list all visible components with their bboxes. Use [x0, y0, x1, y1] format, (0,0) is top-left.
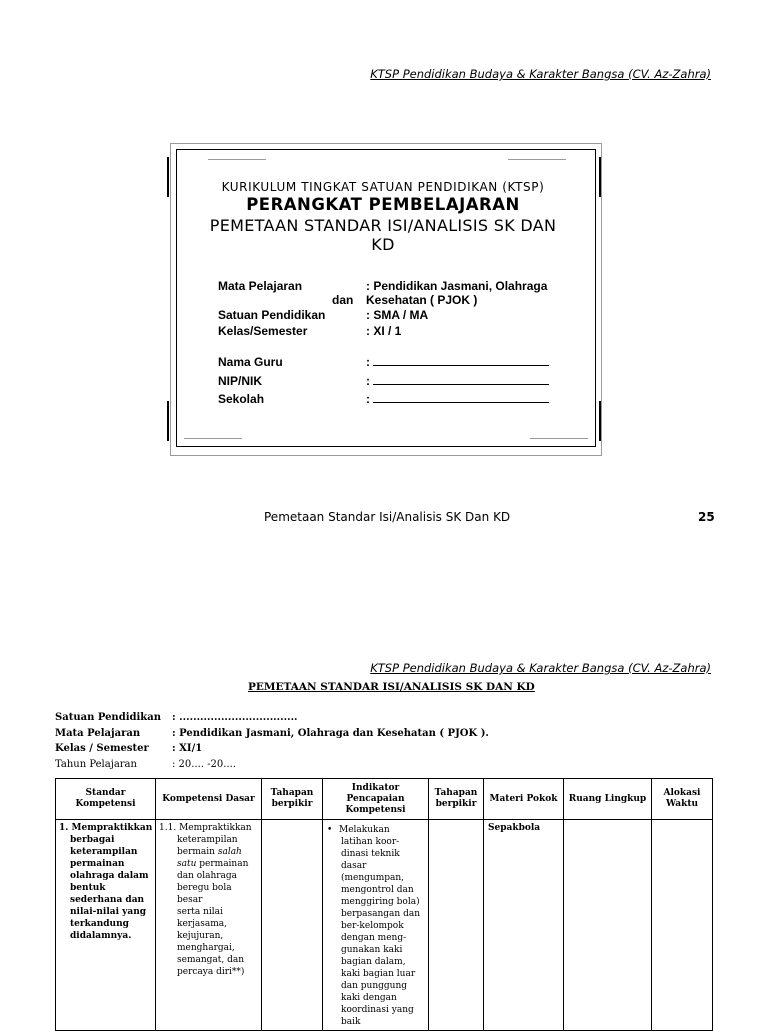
kd-text-salah: salah — [217, 847, 242, 857]
field-mapel-value2: Kesehatan ( PJOK ) — [366, 293, 478, 307]
ipk-line: gunakan kaki — [341, 945, 403, 955]
col-header-tahapan-berpikir-1: Tahapan berpikir — [262, 779, 323, 820]
field-sekolah-label: Sekolah — [218, 392, 265, 406]
meta-tahun-label: Tahun Pelajaran — [55, 758, 137, 770]
field-sekolah-blank[interactable] — [373, 392, 549, 403]
page2-title: PEMETAAN STANDAR ISI/ANALISIS SK DAN KD — [248, 681, 535, 693]
cell-tahapan-berpikir-2 — [429, 820, 484, 1031]
kd-line: menghargai, — [177, 943, 235, 953]
field-guru-blank[interactable] — [373, 355, 549, 366]
footer-text: Pemetaan Standar Isi/Analisis SK Dan KD — [264, 510, 511, 524]
sk-line: berbagai — [70, 835, 115, 845]
kd-number: 1.1. — [159, 823, 177, 833]
cell-alokasi-waktu — [652, 820, 713, 1031]
page-number: 25 — [698, 510, 715, 524]
ipk-line: latihan koor- — [341, 837, 400, 847]
ipk-line: Melakukan — [339, 825, 390, 835]
kd-line: percaya diri**) — [177, 967, 245, 977]
field-kelas-value: : XI / 1 — [366, 324, 402, 338]
ipk-line: kaki dengan — [341, 993, 397, 1003]
ipk-line: koordinasi yang — [341, 1005, 414, 1015]
cell-tahapan-berpikir-1 — [262, 820, 323, 1031]
kd-line: semangat, dan — [177, 955, 245, 965]
meta-mapel-value: : Pendidikan Jasmani, Olahraga dan Kesehatan ( PJOK ). — [172, 727, 489, 739]
field-sekolah-colon: : — [366, 392, 370, 406]
ipk-line: dan punggung — [341, 981, 408, 991]
col-header-materi-pokok: Materi Pokok — [484, 779, 564, 820]
sk-line: olahraga dalam — [70, 871, 149, 881]
sk-line: permainan — [70, 859, 125, 869]
kd-line: dan olahraga — [177, 871, 238, 881]
ipk-line: bagian dalam, — [341, 957, 406, 967]
meta-kelas-label: Kelas / Semester — [55, 743, 149, 754]
ipk-line: dasar — [341, 861, 367, 871]
cover-title-line1: KURIKULUM TINGKAT SATUAN PENDIDIKAN (KTSP) — [221, 180, 545, 194]
meta-satuan-label: Satuan Pendidikan — [55, 712, 161, 723]
kd-line: kerjasama, — [177, 919, 227, 929]
field-nip-blank[interactable] — [373, 374, 549, 385]
sk-line: Mempraktikkan — [71, 823, 153, 833]
cover-title-line2: PERANGKAT PEMBELAJARAN — [246, 195, 520, 214]
page-header-text: KTSP Pendidikan Budaya & Karakter Bangsa (CV. Az-Zahra) — [370, 67, 711, 81]
ipk-line: baik — [341, 1017, 361, 1027]
sk-line: terkandung — [70, 919, 129, 929]
kd-text-permainan: permainan — [196, 859, 249, 869]
ipk-line: dinasi teknik — [341, 849, 400, 859]
field-satuan-value: : SMA / MA — [366, 308, 429, 322]
cell-standar-kompetensi — [56, 820, 156, 1031]
meta-mapel-label: Mata Pelajaran — [55, 727, 141, 739]
kd-line — [159, 846, 258, 858]
kd-line: kejujuran, — [177, 931, 224, 941]
kd-text-bermain: bermain — [177, 847, 218, 857]
kd-line: serta nilai — [177, 907, 223, 917]
meta-kelas-value: : XI/1 — [172, 743, 203, 754]
ipk-line: berpasangan dan — [341, 909, 421, 919]
field-nip-colon: : — [366, 374, 370, 388]
col-header-standar-kompetensi: Standar Kompetensi — [56, 779, 156, 820]
col-header-ruang-lingkup: Ruang Lingkup — [564, 779, 652, 820]
page2-header-text: KTSP Pendidikan Budaya & Karakter Bangsa (CV. Az-Zahra) — [370, 661, 711, 675]
meta-satuan-value: : .................................. — [172, 712, 298, 723]
cover-title-block — [203, 180, 563, 254]
kd-text-satu: satu — [177, 859, 197, 869]
ipk-line: (mengumpan, — [341, 873, 405, 883]
col-header-tahapan-berpikir-2: Tahapan berpikir — [429, 779, 484, 820]
cell-materi-pokok — [484, 820, 564, 1031]
field-guru-colon: : — [366, 355, 370, 369]
ipk-line: kaki bagian luar — [341, 969, 416, 979]
cover-title-line3: PEMETAAN STANDAR ISI/ANALISIS SK DAN KD — [209, 216, 557, 254]
table-row — [56, 820, 713, 1031]
table-header-row — [56, 779, 713, 820]
col-header-kompetensi-dasar: Kompetensi Dasar — [156, 779, 262, 820]
ipk-line: menggiring bola) — [341, 897, 420, 907]
field-guru-label: Nama Guru — [218, 355, 283, 369]
sk-line: bentuk — [70, 883, 106, 893]
sk-line: nilai-nilai yang — [70, 907, 147, 917]
sk-line: sederhana dan — [70, 895, 145, 905]
col-header-alokasi-waktu: Alokasi Waktu — [652, 779, 713, 820]
field-mapel-dan: dan — [332, 293, 354, 307]
mapping-table — [55, 778, 713, 1031]
cell-indikator — [323, 820, 429, 1031]
sk-line: didalamnya. — [70, 931, 132, 941]
sk-number: 1. — [59, 823, 69, 833]
ipk-line: dengan meng- — [341, 933, 407, 943]
cell-kompetensi-dasar — [156, 820, 262, 1031]
kd-line: Mempraktikkan — [179, 823, 252, 833]
sk-line: keterampilan — [70, 847, 138, 857]
cell-ruang-lingkup — [564, 820, 652, 1031]
ipk-line: ber-kelompok — [341, 921, 404, 931]
field-mapel-value: : Pendidikan Jasmani, Olahraga — [366, 279, 548, 293]
meta-tahun-value: : 20.... -20.... — [172, 758, 236, 770]
field-nip-label: NIP/NIK — [218, 374, 263, 388]
kd-line: keterampilan — [177, 835, 238, 845]
bullet-icon: • — [327, 825, 333, 835]
kd-line — [159, 858, 258, 870]
field-mapel-label: Mata Pelajaran — [218, 279, 303, 293]
field-kelas-label: Kelas/Semester — [218, 324, 308, 338]
field-satuan-label: Satuan Pendidikan — [218, 308, 326, 322]
col-header-indikator: Indikator Pencapaian Kompetensi — [323, 779, 429, 820]
kd-line: beregu bola besar — [177, 883, 232, 905]
materi-pokok-text: Sepakbola — [488, 823, 541, 833]
ipk-line: mengontrol dan — [341, 885, 414, 895]
